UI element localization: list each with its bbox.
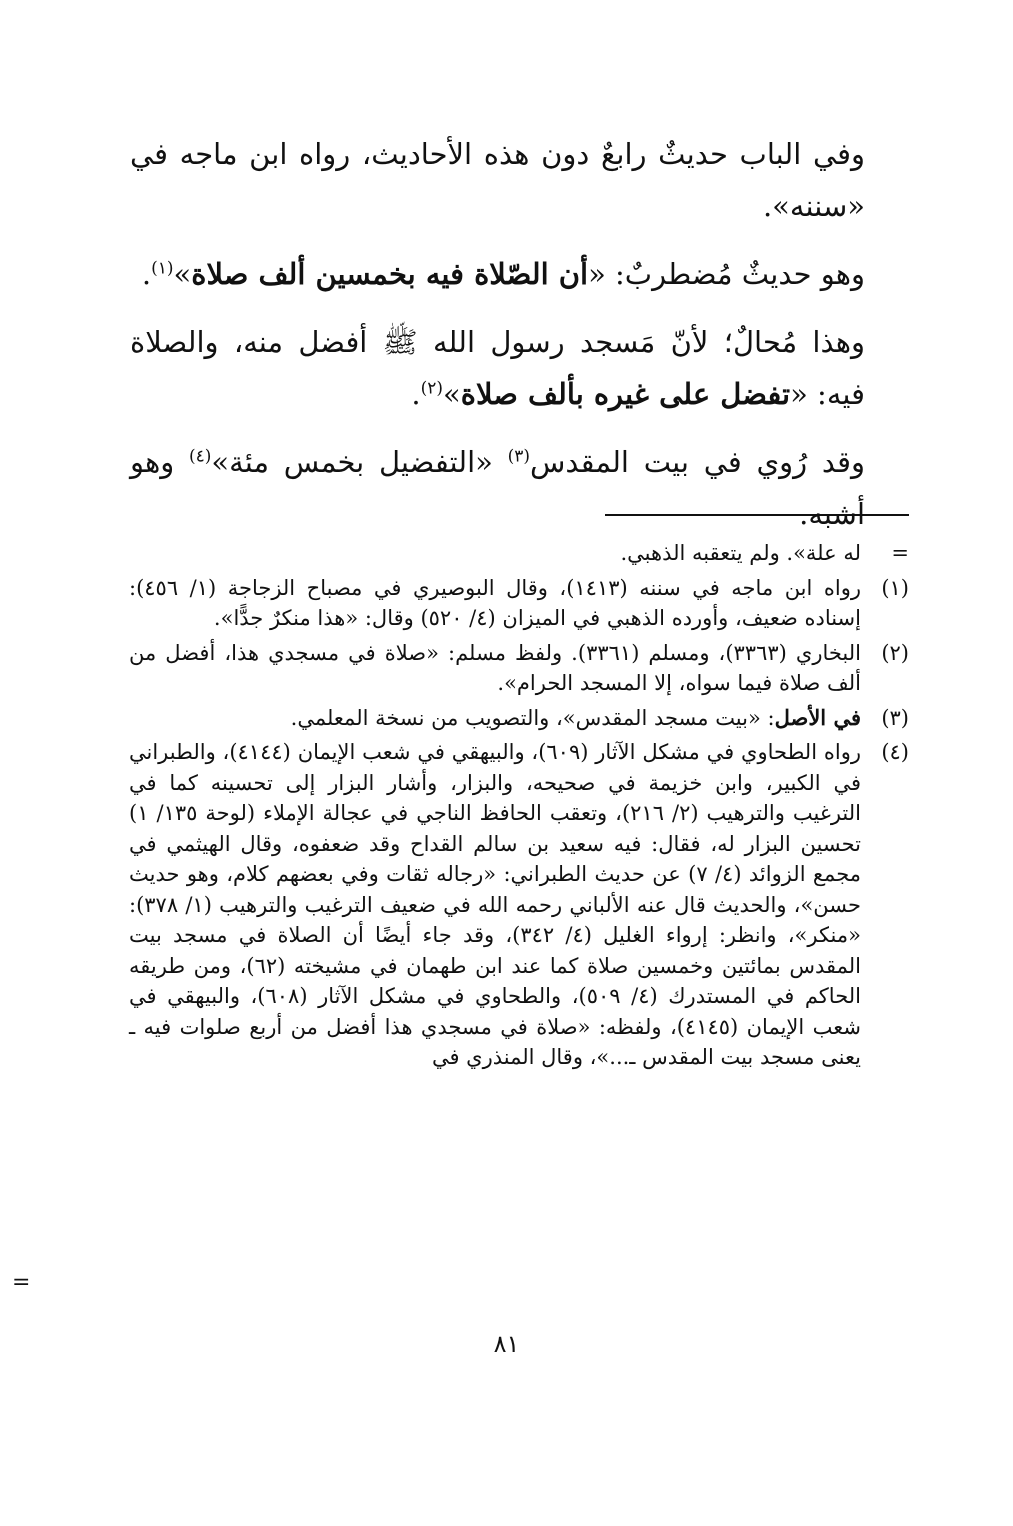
paragraph-4-intro: وقد رُوي في بيت المقدس	[530, 445, 865, 479]
footnotes	[129, 538, 909, 1077]
footnote-text-wrap	[129, 703, 861, 734]
footnote-ref-2[interactable]: (٢)	[420, 378, 444, 399]
paragraph-3-intro: وهذا مُحالٌ؛ لأنّ مَسجد رسول الله ﷺ أفضل منه، والصلاة فيه: «	[130, 325, 865, 411]
footnote-marker: (٣)	[881, 705, 909, 730]
paragraph-4	[130, 436, 865, 540]
paragraph-2-quote: أن الصّلاة فيه بخمسين ألف صلاة	[191, 257, 589, 291]
footnote-ref-1[interactable]: (١)	[151, 258, 174, 279]
footnote-3	[129, 703, 909, 734]
footnote-marker: =	[891, 541, 909, 565]
footnote-ref-4[interactable]: (٤)	[189, 446, 212, 467]
paragraph-2	[130, 248, 865, 300]
footnote-ref-3[interactable]: (٣)	[507, 446, 531, 467]
footnote-text-bold: في الأصل	[774, 704, 861, 730]
paragraph-4-end: وهو أشبه.	[130, 445, 865, 531]
paragraph-1-text: وفي الباب حديثٌ رابعٌ دون هذه الأحاديث، رواه ابن ماجه في «سننه».	[130, 137, 865, 223]
paragraph-2-intro: وهو حديثٌ مُضطربٌ: «	[588, 257, 865, 291]
paragraph-3-close: »	[443, 377, 461, 411]
footnote-1	[129, 573, 909, 634]
paragraph-3	[130, 316, 865, 420]
footnote-text: رواه الطحاوي في مشكل الآثار (٦٠٩)، والبيهقي في شعب الإيمان (٤١٤٤)، والطبراني في الكبير، وابن خزيمة في صحيحه، والبزار، وأشار البزار إلى تحسينه كما في الترغيب والترهيب (٢/ ٢١٦)، وتعقب الحافظ الناجي في عجالة الإملاء (لوحة ١٣٥/ ١) تحسين البزار له، فقال: فيه سعيد بن سالم القداح وقد ضعفوه، وقال الهيثمي في مجمع الزوائد (٤/ ٧) عن حديث الطبراني: «رجاله ثقات وفي بعضهم كلام، وهو حديث حسن»، والحديث قال عنه الألباني رحمه الله في ضعيف الترغيب والترهيب (١/ ٣٧٨): «منكر»، وانظر: إرواء الغليل (٤/ ٣٤٢)، وقد جاء أيضًا أن الصلاة في مسجد بيت المقدس بمائتين وخمسين صلاة كما عند ابن طهمان في مشيخته (٦٢)، ومن طريقه الحاكم في المستدرك (٤/ ٥٠٩)، والطحاوي في مشكل الآثار (٦٠٨)، والبيهقي في شعب الإيمان (٤١٤٥)، ولفظه: «صلاة في مسجدي هذا أفضل من أربع صلوات فيه ـ يعنى مسجد بيت المقدس ـ...»، وقال المنذري في	[129, 740, 861, 1069]
paragraph-3-end: .	[411, 377, 421, 411]
footnote-text: له علة». ولم يتعقبه الذهبي.	[620, 541, 861, 565]
footnote-text: رواه ابن ماجه في سننه (١٤١٣)، وقال البوصيري في مصباح الزجاجة (١/ ٤٥٦): إسناده ضعيف، وأورده الذهبي في الميزان (٤/ ٥٢٠) وقال: «هذا منكرٌ جدًّا».	[129, 575, 861, 630]
footnote-text: : «بيت مسجد المقدس»، والتصويب من نسخة المعلمي.	[290, 705, 775, 730]
continuation-mark: =	[12, 1270, 31, 1295]
paragraph-1	[130, 128, 865, 232]
footnote-4	[129, 737, 909, 1073]
page-number: ٨١	[493, 1330, 520, 1358]
footnote-2	[129, 638, 909, 699]
footnote-separator	[605, 514, 909, 516]
footnote-marker: (١)	[881, 575, 909, 600]
paragraph-4-mid: «التفضيل بخمس مئة»	[211, 445, 508, 479]
footnote-text: البخاري (٣٣٦٣)، ومسلم (٣٣٦١). ولفظ مسلم: «صلاة في مسجدي هذا، أفضل من ألف صلاة فيما سواه، إلا المسجد الحرام».	[129, 640, 861, 695]
paragraph-3-quote: تفضل على غيره بألف صلاة	[460, 377, 791, 411]
paragraph-2-end: .	[141, 257, 152, 291]
footnote-marker: (٤)	[881, 740, 909, 764]
main-text	[130, 128, 865, 556]
paragraph-2-close: »	[173, 257, 192, 291]
footnote-continued	[129, 538, 909, 569]
footnote-marker: (٢)	[881, 640, 909, 665]
